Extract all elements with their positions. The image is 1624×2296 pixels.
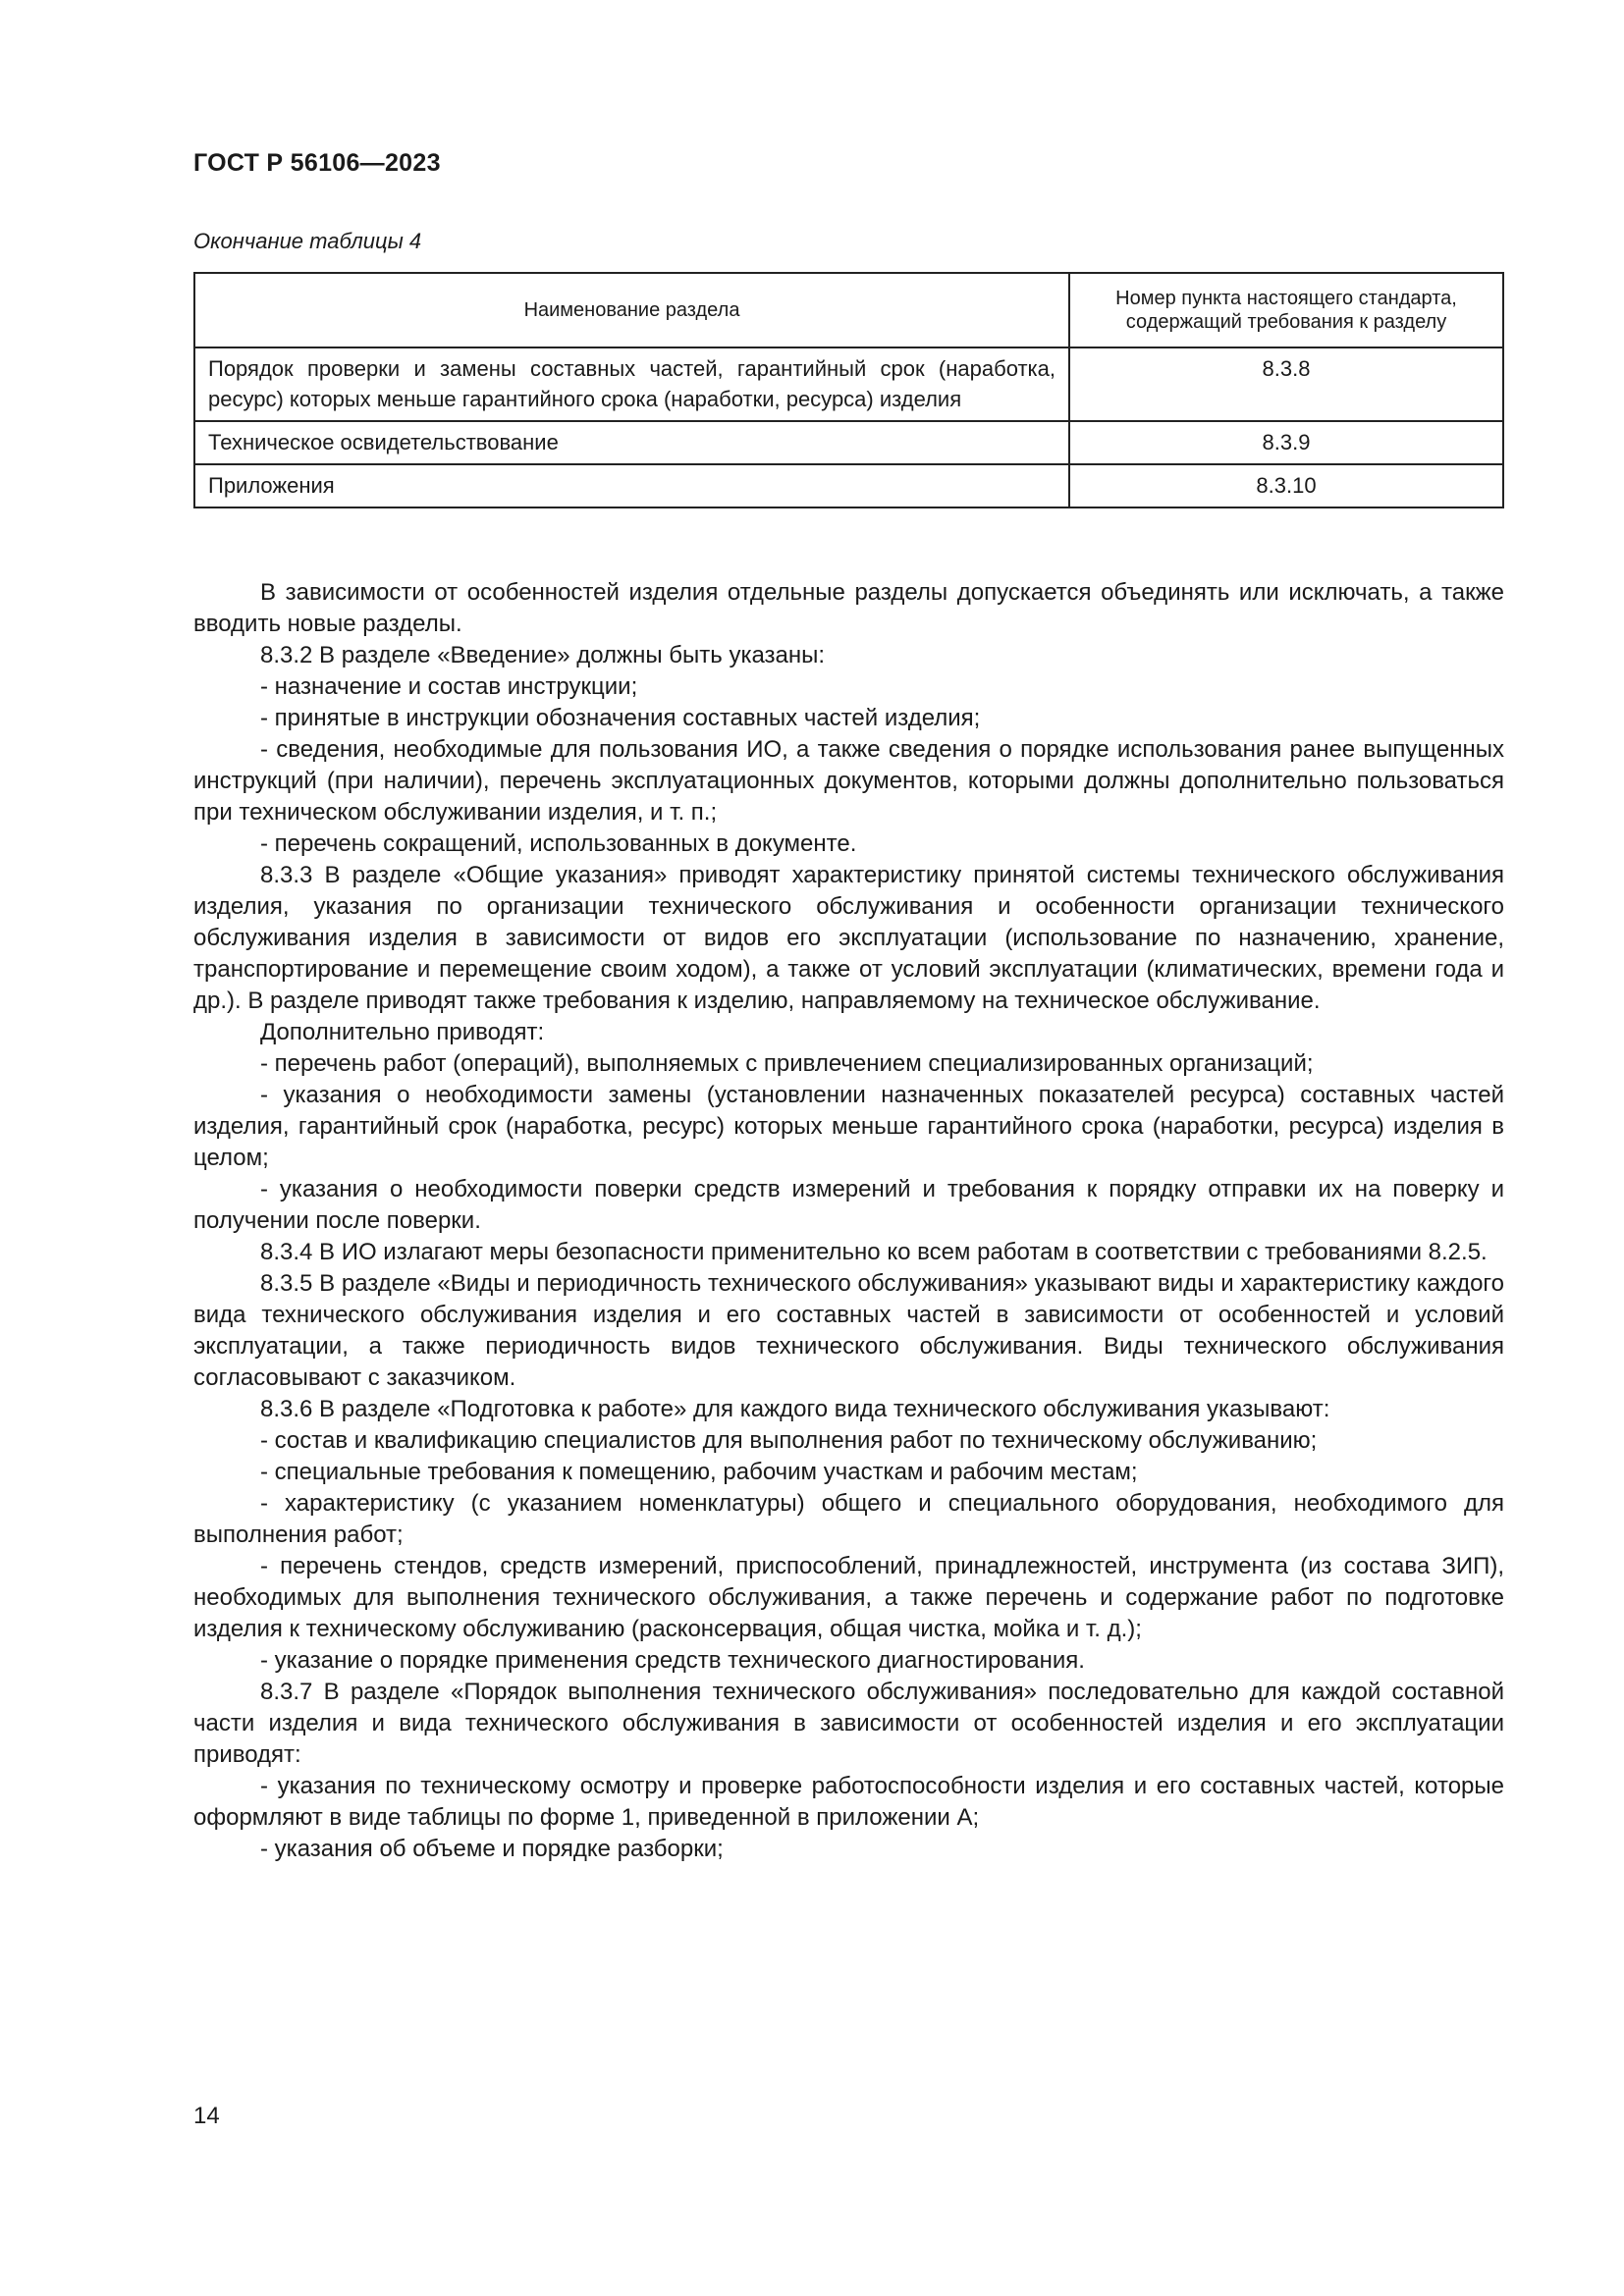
table-row <box>194 464 1503 507</box>
table-row <box>194 347 1503 421</box>
clause-number-cell: 8.3.9 <box>1069 421 1503 464</box>
section-name-cell: Порядок проверки и замены составных частей, гарантийный срок (наработка, ресурс) которых меньше гарантийного срока (наработки, ресурса) изделия <box>194 347 1069 421</box>
list-item: - указания о необходимости поверки средств измерений и требования к порядку отправки их на поверку и получении после поверки. <box>193 1176 1504 1234</box>
table-caption: Окончание таблицы 4 <box>193 229 422 253</box>
clause-number-cell: 8.3.10 <box>1069 464 1503 507</box>
sections-table <box>193 272 1504 508</box>
list-item: - характеристику (с указанием номенклатуры) общего и специального оборудования, необходимого для выполнения работ; <box>193 1490 1504 1548</box>
clause-8-3-3: 8.3.3 В разделе «Общие указания» приводят характеристику принятой системы технического обслуживания изделия, указания по организации технического обслуживания и особенности организации технического обслуживания изделия в зависимости от видов его эксплуатации (использование по назначению, хранение, транспортирование и перемещение своим ходом), а также от условий эксплуатации (климатических, времени года и др.). В разделе приводят также требования к изделию, направляемому на техническое обслуживание. <box>193 862 1504 1014</box>
list-item: - принятые в инструкции обозначения составных частей изделия; <box>260 705 981 731</box>
clause-8-3-7: 8.3.7 В разделе «Порядок выполнения технического обслуживания» последовательно для каждой составной части изделия и вида технического обслуживания в зависимости от особенностей изделия и его эксплуатации приводят: <box>193 1679 1504 1768</box>
body-text <box>193 577 1504 1865</box>
section-name-cell: Приложения <box>194 464 1069 507</box>
list-item: - перечень стендов, средств измерений, приспособлений, принадлежностей, инструмента (из состава ЗИП), необходимых для выполнения технического обслуживания, а также перечень и содержание работ по подготовке изделия к техническому обслуживанию (расконсервация, общая чистка, мойка и т. д.); <box>193 1553 1504 1642</box>
paragraph: В зависимости от особенностей изделия отдельные разделы допускается объединять или исключать, а также вводить новые разделы. <box>193 579 1504 637</box>
list-item: - перечень сокращений, использованных в документе. <box>260 830 857 857</box>
list-item: - указания об объеме и порядке разборки; <box>260 1836 724 1862</box>
list-item: - назначение и состав инструкции; <box>260 673 638 700</box>
section-name-cell: Техническое освидетельствование <box>194 421 1069 464</box>
list-item: - специальные требования к помещению, рабочим участкам и рабочим местам; <box>260 1459 1138 1485</box>
table-row <box>194 421 1503 464</box>
list-item: - сведения, необходимые для пользования ИО, а также сведения о порядке использования ранее выпущенных инструкций (при наличии), перечень эксплуатационных документов, которыми должны дополнительно пользоваться при техническом обслуживании изделия, и т. п.; <box>193 736 1504 826</box>
column-header-clause-number: Номер пункта настоящего стандарта, содержащий требования к разделу <box>1069 273 1503 347</box>
page-number: 14 <box>193 2103 220 2129</box>
list-item: - перечень работ (операций), выполняемых с привлечением специализированных организаций; <box>260 1050 1314 1077</box>
list-item: - состав и квалификацию специалистов для выполнения работ по техническому обслуживанию; <box>260 1427 1318 1454</box>
clause-number-cell: 8.3.8 <box>1069 347 1503 421</box>
list-item: - указания по техническому осмотру и проверке работоспособности изделия и его составных частей, которые оформляют в виде таблицы по форме 1, приведенной в приложении А; <box>193 1773 1504 1831</box>
clause-8-3-6: 8.3.6 В разделе «Подготовка к работе» для каждого вида технического обслуживания указывают: <box>260 1396 1330 1422</box>
document-header: ГОСТ Р 56106—2023 <box>193 149 441 177</box>
clause-8-3-5: 8.3.5 В разделе «Виды и периодичность технического обслуживания» указывают виды и характеристику каждого вида технического обслуживания изделия и его составных частей в зависимости от особенностей и условий эксплуатации, а также периодичность видов технического обслуживания. Виды технического обслуживания согласовывают с заказчиком. <box>193 1270 1504 1391</box>
list-item: - указание о порядке применения средств технического диагностирования. <box>260 1647 1085 1674</box>
list-item: - указания о необходимости замены (установлении назначенных показателей ресурса) составных частей изделия, гарантийный срок (наработка, ресурс) которых меньше гарантийного срока (наработки, ресурса) изделия в целом; <box>193 1082 1504 1171</box>
column-header-section-name: Наименование раздела <box>194 273 1069 347</box>
clause-8-3-4: 8.3.4 В ИО излагают меры безопасности применительно ко всем работам в соответствии с требованиями 8.2.5. <box>260 1239 1488 1265</box>
clause-8-3-2: 8.3.2 В разделе «Введение» должны быть указаны: <box>260 642 826 668</box>
paragraph: Дополнительно приводят: <box>260 1019 545 1045</box>
table-header-row <box>194 273 1503 347</box>
